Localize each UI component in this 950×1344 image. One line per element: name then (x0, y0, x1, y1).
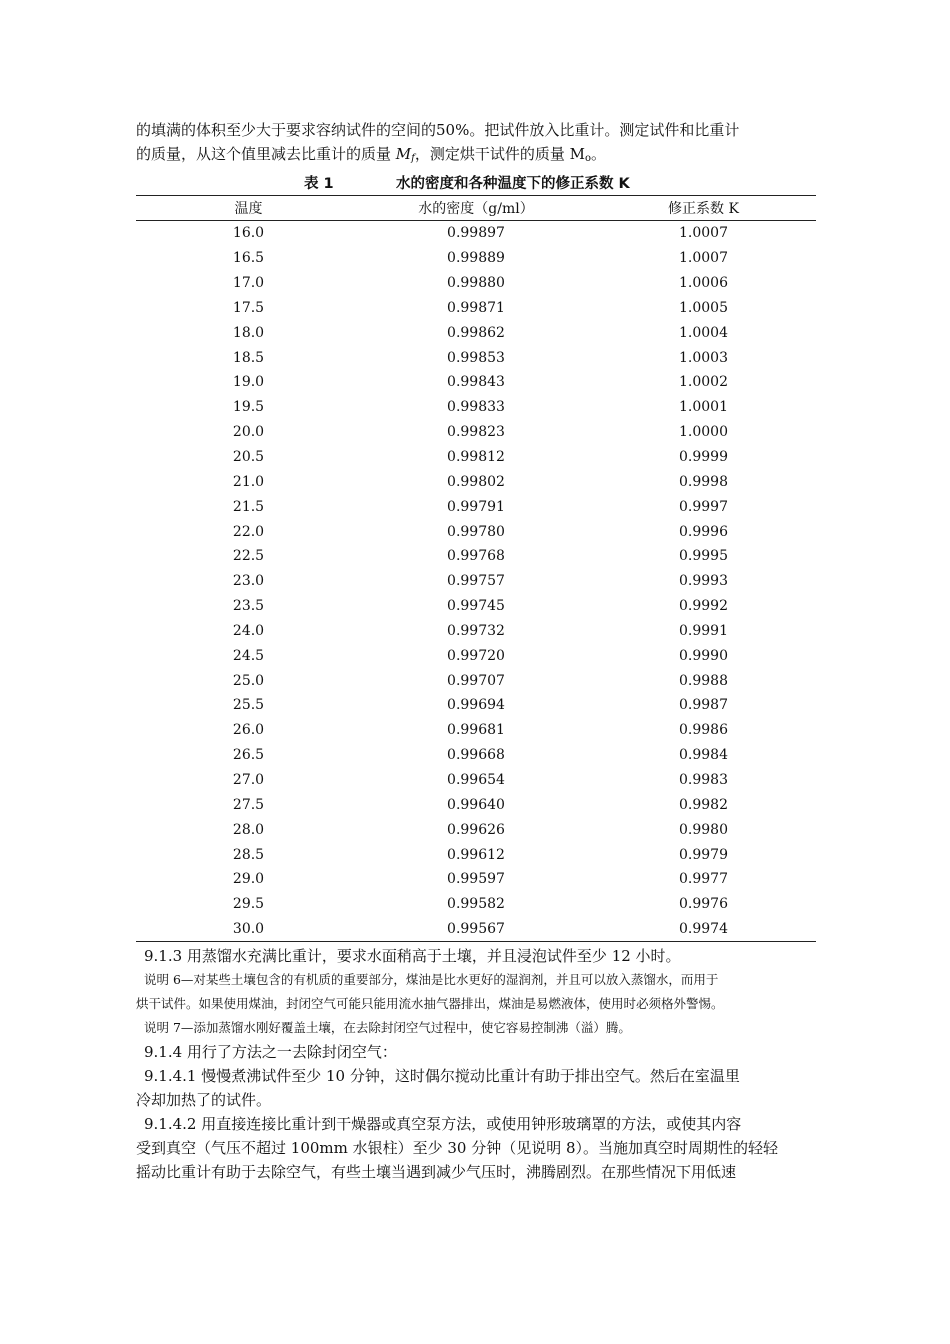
cell-correction: 0.9983 (679, 771, 728, 788)
table-row (136, 345, 816, 370)
table-row (136, 768, 816, 793)
cell-temperature: 21.5 (232, 498, 265, 515)
cell-temperature: 19.0 (232, 374, 265, 391)
density-table (136, 195, 816, 942)
cell-correction: 1.0005 (679, 299, 728, 316)
table-body (136, 221, 816, 942)
mass-mf-symbol: M (395, 145, 412, 163)
cell-correction: 0.9977 (679, 871, 728, 888)
cell-density: 0.99745 (447, 598, 505, 615)
table-header-row (136, 196, 816, 221)
cell-correction: 0.9993 (679, 573, 728, 590)
cell-correction: 0.9988 (679, 672, 728, 689)
cell-correction: 0.9998 (679, 473, 728, 490)
cell-density: 0.99567 (447, 921, 505, 938)
cell-correction: 1.0002 (679, 374, 728, 391)
cell-correction: 0.9999 (679, 449, 728, 466)
cell-density: 0.99668 (447, 747, 505, 764)
table-row (136, 469, 816, 494)
cell-correction: 0.9982 (679, 796, 728, 813)
table-row (136, 494, 816, 519)
cell-correction: 1.0001 (679, 399, 728, 416)
mass-mo-subscript: o (584, 153, 592, 164)
intro-text-a: 的质量，从这个值里减去比重计的质量 (136, 145, 396, 163)
table-row (136, 519, 816, 544)
cell-correction: 0.9996 (679, 523, 728, 540)
cell-correction: 0.9987 (679, 697, 728, 714)
cell-correction: 0.9979 (679, 846, 728, 863)
paragraph-9-1-4: 9.1.4 用行了方法之一去除封闭空气： (144, 1043, 397, 1062)
cell-correction: 0.9974 (679, 921, 728, 938)
intro-text-b: ，测定烘干试件的质量 M (414, 145, 585, 163)
cell-correction: 0.9995 (679, 548, 728, 565)
table-row (136, 619, 816, 644)
cell-correction: 0.9997 (679, 498, 728, 515)
cell-temperature: 20.5 (232, 449, 265, 466)
cell-density: 0.99823 (447, 424, 505, 441)
paragraph-9-1-3: 9.1.3 用蒸馏水充满比重计，要求水面稍高于土壤，并且浸泡试件至少 12 小时。 (144, 947, 681, 966)
cell-correction: 0.9976 (679, 896, 728, 913)
cell-temperature: 20.0 (232, 424, 265, 441)
cell-temperature: 29.5 (232, 896, 265, 913)
table-row (136, 395, 816, 420)
cell-temperature: 17.0 (232, 275, 265, 292)
cell-density: 0.99626 (447, 821, 505, 838)
cell-temperature: 26.5 (232, 747, 265, 764)
cell-density: 0.99707 (447, 672, 505, 689)
cell-density: 0.99780 (447, 523, 505, 540)
cell-temperature: 18.5 (232, 349, 265, 366)
cell-temperature: 29.0 (232, 871, 265, 888)
table-row (136, 643, 816, 668)
table-row (136, 221, 816, 246)
cell-correction: 0.9984 (679, 747, 728, 764)
table-row (136, 693, 816, 718)
cell-temperature: 21.0 (232, 473, 265, 490)
note-6-line-1: 说明 6—对某些土壤包含的有机质的重要部分，煤油是比水更好的湿润剂，并且可以放入蒸馏水，而用于 (144, 972, 719, 988)
paragraph-9-1-4-1-line-2: 冷却加热了的试件。 (136, 1091, 272, 1110)
cell-temperature: 24.0 (232, 622, 265, 639)
cell-density: 0.99612 (447, 846, 505, 863)
header-density: 水的密度（g/ml） (361, 196, 591, 221)
intro-line-1: 的填满的体积至少大于要求容纳试件的空间的50%。把试件放入比重计。测定试件和比重计 (136, 121, 740, 139)
cell-density: 0.99654 (447, 771, 505, 788)
cell-correction: 0.9991 (679, 622, 728, 639)
cell-correction: 1.0007 (679, 250, 728, 267)
cell-correction: 0.9990 (679, 647, 728, 664)
cell-density: 0.99732 (447, 622, 505, 639)
intro-text-c: 。 (591, 145, 607, 163)
cell-correction: 1.0007 (679, 225, 728, 242)
cell-density: 0.99768 (447, 548, 505, 565)
cell-temperature: 30.0 (232, 921, 265, 938)
cell-density: 0.99791 (447, 498, 505, 515)
cell-temperature: 23.5 (232, 598, 265, 615)
table-row (136, 817, 816, 842)
cell-density: 0.99681 (447, 722, 505, 739)
table-row (136, 544, 816, 569)
cell-temperature: 23.0 (232, 573, 265, 590)
cell-temperature: 25.0 (232, 672, 265, 689)
paragraph-9-1-4-2-line-2: 受到真空（气压不超过 100mm 水银柱）至少 30 分钟（见说明 8）。当施加真空时周期性的轻轻 (136, 1139, 779, 1158)
cell-temperature: 25.5 (232, 697, 265, 714)
cell-correction: 1.0004 (679, 324, 728, 341)
table-row (136, 668, 816, 693)
cell-temperature: 16.5 (232, 250, 265, 267)
note-7: 说明 7—添加蒸馏水刚好覆盖土壤，在去除封闭空气过程中，使它容易控制沸（溢）腾。 (144, 1020, 631, 1036)
document-page (136, 118, 816, 1184)
header-correction: 修正系数 K (591, 196, 816, 221)
paragraph-9-1-4-2-line-3: 摇动比重计有助于去除空气，有些土壤当遇到减少气压时，沸腾剧烈。在那些情况下用低速 (136, 1163, 737, 1182)
table-number: 表 1 (304, 176, 334, 192)
cell-temperature: 28.0 (232, 821, 265, 838)
cell-temperature: 24.5 (232, 647, 265, 664)
table-row (136, 917, 816, 942)
table-row (136, 892, 816, 917)
table-row (136, 370, 816, 395)
cell-density: 0.99897 (447, 225, 505, 242)
cell-density: 0.99582 (447, 896, 505, 913)
table-row (136, 320, 816, 345)
cell-density: 0.99720 (447, 647, 505, 664)
table-row (136, 743, 816, 768)
cell-temperature: 22.5 (232, 548, 265, 565)
cell-density: 0.99889 (447, 250, 505, 267)
table-row (136, 246, 816, 271)
cell-temperature: 19.5 (232, 399, 265, 416)
paragraph-9-1-4-2-line-1: 9.1.4.2 用直接连接比重计到干燥器或真空泵方法，或使用钟形玻璃罩的方法，或使其内容 (144, 1115, 742, 1134)
cell-correction: 0.9980 (679, 821, 728, 838)
cell-correction: 0.9992 (679, 598, 728, 615)
cell-density: 0.99802 (447, 473, 505, 490)
cell-correction: 1.0000 (679, 424, 728, 441)
cell-density: 0.99812 (447, 449, 505, 466)
cell-temperature: 27.0 (232, 771, 265, 788)
header-temperature: 温度 (136, 196, 361, 221)
table-row (136, 718, 816, 743)
cell-density: 0.99871 (447, 299, 505, 316)
cell-temperature: 22.0 (232, 523, 265, 540)
cell-correction: 1.0006 (679, 275, 728, 292)
paragraph-9-1-4-1-line-1: 9.1.4.1 慢慢煮沸试件至少 10 分钟，这时偶尔搅动比重计有助于排出空气。然后在室温里 (144, 1067, 740, 1086)
cell-temperature: 17.5 (232, 299, 265, 316)
table-title: 水的密度和各种温度下的修正系数 K (396, 176, 630, 192)
cell-density: 0.99862 (447, 324, 505, 341)
body-text (136, 944, 816, 1184)
cell-density: 0.99757 (447, 573, 505, 590)
table-row (136, 867, 816, 892)
cell-density: 0.99833 (447, 399, 505, 416)
table-row (136, 569, 816, 594)
cell-correction: 1.0003 (679, 349, 728, 366)
note-6-line-2: 烘干试件。如果使用煤油，封闭空气可能只能用流水抽气器排出，煤油是易燃液体，使用时必须格外警惕。 (136, 996, 724, 1012)
cell-temperature: 27.5 (232, 796, 265, 813)
table-caption (136, 173, 816, 195)
mass-mf-subscript: f (411, 153, 415, 164)
cell-density: 0.99843 (447, 374, 505, 391)
table-row (136, 420, 816, 445)
cell-density: 0.99640 (447, 796, 505, 813)
table-row (136, 594, 816, 619)
cell-correction: 0.9986 (679, 722, 728, 739)
table-row (136, 445, 816, 470)
cell-density: 0.99853 (447, 349, 505, 366)
cell-density: 0.99597 (447, 871, 505, 888)
table-row (136, 792, 816, 817)
table-row (136, 842, 816, 867)
cell-density: 0.99694 (447, 697, 505, 714)
cell-temperature: 16.0 (232, 225, 265, 242)
cell-density: 0.99880 (447, 275, 505, 292)
intro-line-2 (136, 142, 816, 171)
table-row (136, 271, 816, 296)
cell-temperature: 18.0 (232, 324, 265, 341)
cell-temperature: 26.0 (232, 722, 265, 739)
cell-temperature: 28.5 (232, 846, 265, 863)
table-row (136, 296, 816, 321)
